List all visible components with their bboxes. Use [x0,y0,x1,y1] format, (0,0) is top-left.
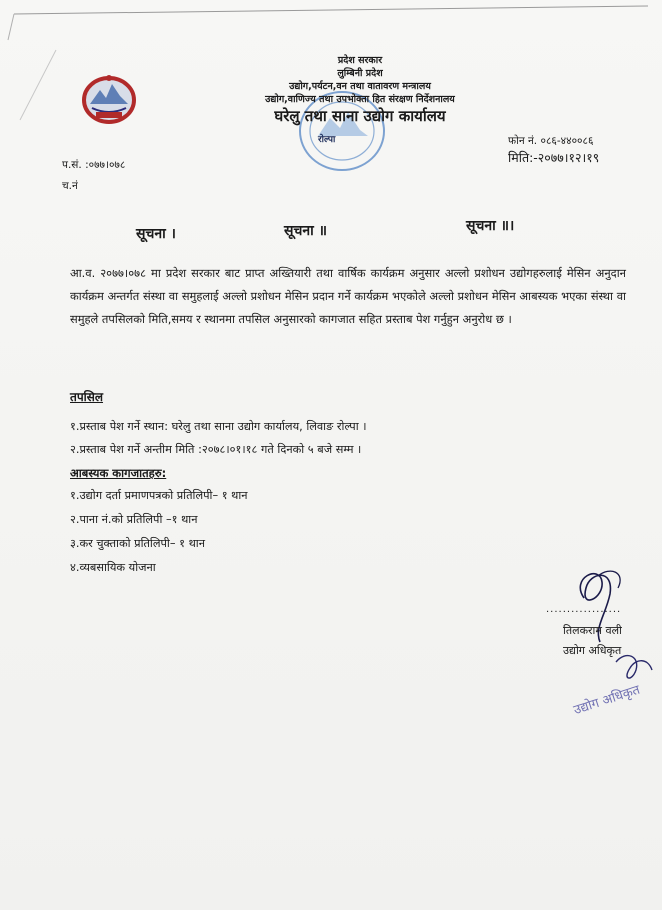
notice-heading-2: सूचना ॥ [284,223,328,239]
notice-body: आ.व. २०७७।०७८ मा प्रदेश सरकार बाट प्राप्त अख्तियारी तथा वार्षिक कार्यक्रम अनुसार अल्लो प्रशोधन उद्योगहरुलाई मेसिन अनुदान कार्यक्रम अन्तर्गत संस्था वा समुहलाई अल्लो प्रशोधन मेसिन प्रदान गर्ने कार्यक्रम भएकोले अल्लो प्रशोधन मेसिन आबस्यक भएका संस्था वा समुहले तपसिलको मिति,समय र स्थानमा तपसिल अनुसारको कागजात सहित प्रस्ताब पेश गर्नुहुन अनुरोध छ । [70,266,626,326]
letterhead-line-ministry: उद्योग,पर्यटन,वन तथा वातावरण मन्त्रालय [289,81,431,92]
notice-heading-3: सूचना ॥। [466,218,515,234]
dispatch-number: च.नं [62,180,78,192]
signature-line: .................. [546,604,622,615]
letter-date: मिति:-२०७७।१२।१९ [508,150,600,165]
list-item: २.पाना नं.को प्रतिलिपी –१ थान [70,513,198,526]
signer-name: तिलकराम वली [563,624,622,637]
required-documents-list [70,484,248,580]
letterhead-line-directorate: उद्योग,वाणिज्य तथा उपभोक्ता हित संरक्षण निर्देशनालय [265,94,455,105]
designation-stamp: उद्योग अधिकृत [571,682,642,719]
list-item: २.प्रस्ताब पेश गर्ने अन्तीम मिति :२०७८।०१।१८ गते दिनको ५ बजे सम्म । [70,443,362,456]
letterhead-line-province: लुम्बिनी प्रदेश [337,68,383,79]
required-documents-heading: आबस्यक कागजातहरु: [70,466,167,480]
phone-number: फोन नं. ०८६-४४००८६ [508,135,594,147]
seal-place-label: रोल्पा [318,135,336,145]
reference-number: प.सं. :०७७।०७८ [62,159,126,171]
office-name: घरेलु तथा साना उद्योग कार्यालय [274,107,446,125]
details-list [70,415,367,461]
list-item: १.उद्योग दर्ता प्रमाणपत्रको प्रतिलिपी– १ थान [70,489,248,502]
letterhead-line-government: प्रदेश सरकार [337,55,383,66]
list-item: ४.व्यबसायिक योजना [70,561,156,574]
list-item: १.प्रस्ताब पेश गर्ने स्थान: घरेलु तथा साना उद्योग कार्यालय, लिवाङ रोल्पा । [70,420,367,433]
signer-title: उद्योग अधिकृत [563,644,622,657]
details-heading: तपसिल [70,390,104,404]
notice-heading-1: सूचना । [136,226,176,242]
list-item: ३.कर चुक्ताको प्रतिलिपी– १ थान [70,537,205,550]
nepal-emblem-logo [80,72,138,126]
letterhead [230,54,490,126]
